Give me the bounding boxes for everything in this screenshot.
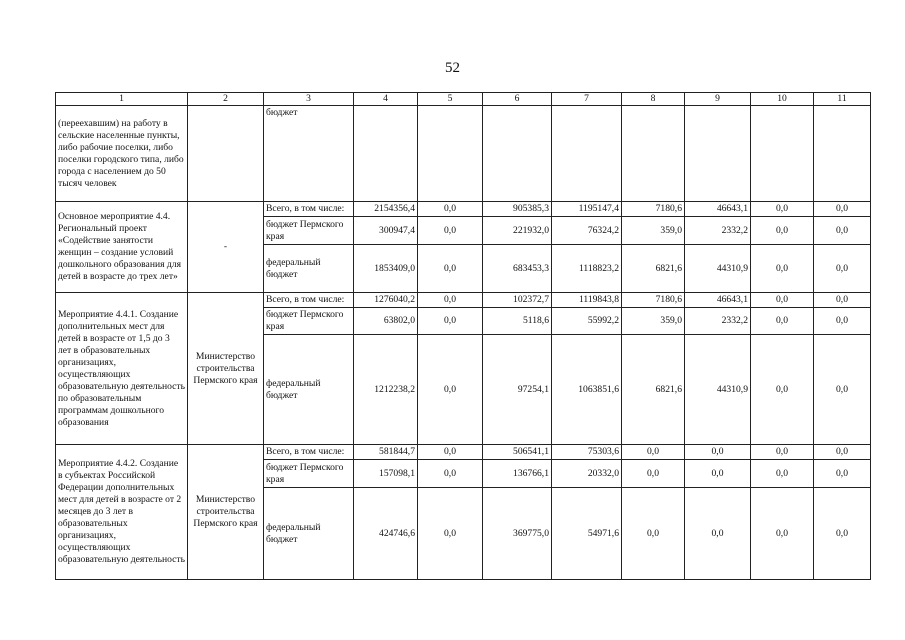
value-cell: 0,0	[751, 202, 814, 217]
value-cell: 46643,1	[685, 202, 751, 217]
value-cell: 581844,7	[354, 445, 418, 460]
column-number: 9	[685, 93, 751, 106]
value-cell	[354, 106, 418, 202]
value-cell: 683453,3	[483, 245, 552, 293]
table-row	[56, 106, 871, 202]
value-cell: 1119843,8	[552, 293, 622, 308]
value-cell: 0,0	[814, 202, 871, 217]
value-cell: 1212238,2	[354, 335, 418, 445]
value-cell: 44310,9	[685, 245, 751, 293]
value-cell: 0,0	[751, 488, 814, 580]
value-cell: 55992,2	[552, 308, 622, 335]
value-cell: 97254,1	[483, 335, 552, 445]
value-cell: 1276040,2	[354, 293, 418, 308]
value-cell: 0,0	[751, 217, 814, 245]
executor-cell	[188, 106, 264, 202]
funding-source: бюджет Пермского края	[264, 308, 354, 335]
value-cell: 6821,6	[622, 335, 685, 445]
column-number: 11	[814, 93, 871, 106]
funding-source: Всего, в том числе:	[264, 202, 354, 217]
value-cell: 0,0	[418, 293, 483, 308]
value-cell	[751, 106, 814, 202]
value-cell: 506541,1	[483, 445, 552, 460]
value-cell: 63802,0	[354, 308, 418, 335]
funding-source: федеральный бюджет	[264, 335, 354, 445]
value-cell: 300947,4	[354, 217, 418, 245]
table-row	[56, 445, 871, 460]
value-cell: 0,0	[418, 308, 483, 335]
funding-source: федеральный бюджет	[264, 488, 354, 580]
funding-source: бюджет Пермского края	[264, 460, 354, 488]
value-cell	[685, 106, 751, 202]
activity-description: Основное мероприятие 4.4. Региональный проект «Содействие занятости женщин – создание условий дошкольного образования для детей в возрасте до трех лет»	[56, 202, 188, 293]
value-cell: 0,0	[622, 445, 685, 460]
value-cell: 54971,6	[552, 488, 622, 580]
executor-cell: Министерство строительства Пермского края	[188, 293, 264, 445]
value-cell: 0,0	[814, 488, 871, 580]
value-cell: 76324,2	[552, 217, 622, 245]
column-number: 8	[622, 93, 685, 106]
value-cell	[622, 106, 685, 202]
funding-source: федеральный бюджет	[264, 245, 354, 293]
value-cell: 359,0	[622, 217, 685, 245]
value-cell: 0,0	[685, 460, 751, 488]
column-number: 3	[264, 93, 354, 106]
value-cell: 0,0	[418, 488, 483, 580]
activity-description: Мероприятие 4.4.1. Создание дополнительных мест для детей в возрасте от 1,5 до 3 лет в образовательных организациях, осуществляющих образовательную деятельность по образовательным программам дошкольного образования	[56, 293, 188, 445]
activity-description: Мероприятие 4.4.2. Создание в субъектах Российской Федерации дополнительных мест для детей в возрасте от 2 месяцев до 3 лет в образовательных организациях, осуществляющих образовательную деятельность	[56, 445, 188, 580]
table-row	[56, 293, 871, 308]
column-number: 7	[552, 93, 622, 106]
column-number: 1	[56, 93, 188, 106]
value-cell: 0,0	[418, 202, 483, 217]
value-cell: 0,0	[418, 335, 483, 445]
value-cell: 102372,7	[483, 293, 552, 308]
value-cell	[552, 106, 622, 202]
column-number: 5	[418, 93, 483, 106]
funding-source: бюджет	[264, 106, 354, 202]
value-cell: 1195147,4	[552, 202, 622, 217]
value-cell: 2154356,4	[354, 202, 418, 217]
value-cell: 905385,3	[483, 202, 552, 217]
value-cell: 46643,1	[685, 293, 751, 308]
value-cell: 369775,0	[483, 488, 552, 580]
value-cell: 0,0	[751, 460, 814, 488]
value-cell: 75303,6	[552, 445, 622, 460]
value-cell: 0,0	[622, 460, 685, 488]
value-cell: 0,0	[751, 335, 814, 445]
activity-description: (переехавшим) на работу в сельские населенные пункты, либо рабочие поселки, либо поселки городского типа, либо города с населением до 50 тысяч человек	[56, 106, 188, 202]
value-cell	[418, 106, 483, 202]
value-cell: 0,0	[814, 460, 871, 488]
value-cell: 0,0	[418, 445, 483, 460]
value-cell: 7180,6	[622, 202, 685, 217]
funding-source: Всего, в том числе:	[264, 445, 354, 460]
value-cell: 2332,2	[685, 308, 751, 335]
value-cell: 0,0	[418, 245, 483, 293]
value-cell: 0,0	[814, 217, 871, 245]
value-cell: 0,0	[814, 293, 871, 308]
value-cell: 0,0	[814, 335, 871, 445]
value-cell: 221932,0	[483, 217, 552, 245]
value-cell: 1853409,0	[354, 245, 418, 293]
value-cell: 6821,6	[622, 245, 685, 293]
executor-cell: Министерство строительства Пермского края	[188, 445, 264, 580]
value-cell: 0,0	[751, 245, 814, 293]
column-number: 10	[751, 93, 814, 106]
value-cell: 44310,9	[685, 335, 751, 445]
value-cell: 0,0	[751, 445, 814, 460]
funding-source: бюджет Пермского края	[264, 217, 354, 245]
value-cell: 1118823,2	[552, 245, 622, 293]
value-cell	[814, 106, 871, 202]
funding-source: Всего, в том числе:	[264, 293, 354, 308]
table-row	[56, 202, 871, 217]
value-cell: 0,0	[751, 293, 814, 308]
value-cell: 1063851,6	[552, 335, 622, 445]
value-cell: 0,0	[814, 245, 871, 293]
funding-table	[55, 92, 871, 580]
value-cell: 20332,0	[552, 460, 622, 488]
value-cell: 2332,2	[685, 217, 751, 245]
value-cell: 424746,6	[354, 488, 418, 580]
value-cell: 136766,1	[483, 460, 552, 488]
value-cell: 0,0	[622, 488, 685, 580]
column-number: 6	[483, 93, 552, 106]
executor-cell: -	[188, 202, 264, 293]
column-number: 2	[188, 93, 264, 106]
value-cell: 157098,1	[354, 460, 418, 488]
value-cell: 0,0	[418, 460, 483, 488]
value-cell: 0,0	[814, 308, 871, 335]
column-number-row	[56, 93, 871, 106]
value-cell: 7180,6	[622, 293, 685, 308]
column-number: 4	[354, 93, 418, 106]
value-cell: 0,0	[418, 217, 483, 245]
value-cell: 0,0	[751, 308, 814, 335]
value-cell: 0,0	[685, 488, 751, 580]
value-cell: 0,0	[814, 445, 871, 460]
value-cell: 5118,6	[483, 308, 552, 335]
value-cell: 359,0	[622, 308, 685, 335]
value-cell	[483, 106, 552, 202]
value-cell: 0,0	[685, 445, 751, 460]
page-number: 52	[445, 60, 460, 76]
